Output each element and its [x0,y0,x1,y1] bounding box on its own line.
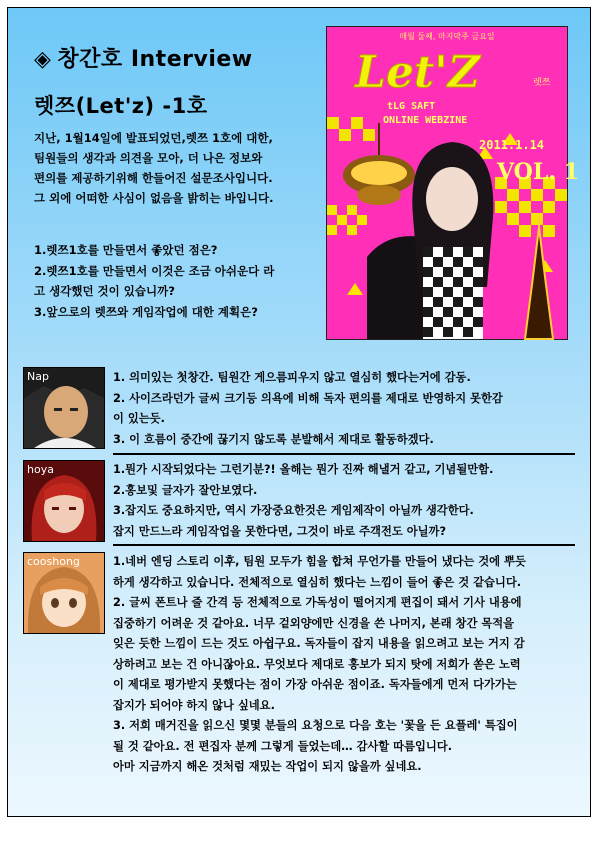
avatar-name: cooshong [27,555,80,568]
intro-line: 팀원들의 생각과 의견을 모아, 더 나은 정보와 [34,151,263,165]
cover-tagline-1: tLG SAFT [387,101,436,112]
answer-block-nap [113,368,583,450]
intro-line: 그 외에 어떠한 사심이 없음을 밝히는 바입니다. [34,191,274,205]
section-divider [113,544,575,546]
cover-volume: VOL. 1 [497,159,579,185]
answer-block-cooshong [113,552,583,778]
answer-line: 이 있는듯. [113,412,165,425]
answer-line: 1. 의미있는 첫창간. 팀원간 게으름피우지 않고 열심히 했다는거에 감동. [113,371,471,384]
answer-line: 1.뭔가 시작되었다는 그런기분?! 올해는 뭔가 진짜 해낼거 같고, 기념될만함. [113,463,494,476]
answer-line: 3.잡지도 중요하지만, 역시 가장중요한것은 게임제작이 아닐까 생각한다. [113,504,474,517]
cover-tagline-2: ONLINE WEBZINE [383,115,468,126]
intro-paragraph [34,128,324,208]
issue-subtitle: 렛쯔(Let'z) -1호 [34,94,208,118]
cover-logo-small: 렛쯔 [533,78,551,88]
avatar-nap [23,367,105,449]
answer-line: 이 제대로 평가받지 못했다는 점이 가장 아쉬운 점이죠. 독자들에게 먼저 다가가는 [113,678,517,691]
answer-line: 잊은 듯한 느낌이 드는 것도 아쉽구요. 독자들이 잡지 내용을 읽으려고 보는 거지 감 [113,637,525,650]
answer-line: 3. 이 흐름이 중간에 끊기지 않도록 분발해서 제대로 활동하겠다. [113,432,434,446]
magazine-cover [326,26,579,340]
answer-block-hoya [113,460,583,542]
answer-line: 2. 글씨 폰트나 줄 간격 등 전체적으로 가독성이 떨어지게 편집이 돼서 기사 내용에 [113,596,522,609]
question-item: 3.앞으로의 렛쯔와 게임작업에 대한 계획은? [34,304,258,319]
diamond-marker-icon: ◈ [34,47,52,72]
question-item: 2.렛쯔1호를 만들면서 이것은 조금 아쉬운다 라 고 생각했던 것이 있습니까? [34,263,275,298]
answer-line: 될 것 같아요. 전 편집자 분께 그렇게 들었는데… 감사할 따름입니다. [113,739,453,753]
avatar-cooshong [23,552,105,634]
avatar-hoya [23,460,105,542]
page-title-text: 창간호 Interview [57,47,253,72]
question-list [34,240,324,322]
answer-line: 잡지가 되어야 하지 않나 싶네요. [113,698,275,712]
avatar-name: Nap [27,370,49,383]
question-item: 1.렛쯔1호를 만들면서 좋았던 점은? [34,243,218,257]
intro-line: 편의를 제공하기위해 한들어진 설문조사입니다. [34,171,273,185]
girl-illustration [412,142,493,339]
answer-line: 아마 지금까지 해온 것처럼 재밌는 작업이 되지 않을까 싶네요. [113,760,422,773]
answer-line: 3. 저희 매거진을 읽으신 몇몇 분들의 요청으로 다음 호는 '꽃을 든 요플레' 특집이 [113,719,518,732]
answer-line: 잡지 만드느라 게임작업을 못한다면, 그것이 바로 주객전도 아닐까? [113,524,447,538]
answer-line: 1.네버 엔딩 스토리 이후, 팀원 모두가 힘을 합쳐 무언가를 만들어 냈다는 것에 뿌듯 [113,555,526,568]
intro-line: 지난, 1월14일에 발표되었던,렛쯔 1호에 대한, [34,131,273,145]
cover-top-text: 매월 둘째, 마지막주 금요일 [399,32,495,41]
answer-line: 상하려고 보는 건 아니잖아요. 무엇보다 제대로 홍보가 되지 탓에 저희가 쏟은 노력 [113,657,521,671]
answer-line: 집중하기 어려운 것 같아요. 너무 겉외양에만 신경을 쓴 나머지, 본래 창간 목적을 [113,616,515,630]
section-divider [113,453,575,455]
answer-line: 2. 사이즈라던가 글씨 크기등 의욕에 비해 독자 편의를 제대로 반영하지 못한감 [113,391,503,405]
answer-line: 하게 생각하고 있습니다. 전체적으로 열심히 했다는 느낌이 들어 좋은 것 같습니다. [113,575,522,589]
avatar-name: hoya [27,463,54,476]
cover-date: 2011.1.14 [479,138,545,152]
cover-logo: Let'Z [355,47,480,98]
answer-line: 2.홍보및 글자가 잘안보였다. [113,483,258,497]
page-title [34,42,253,73]
